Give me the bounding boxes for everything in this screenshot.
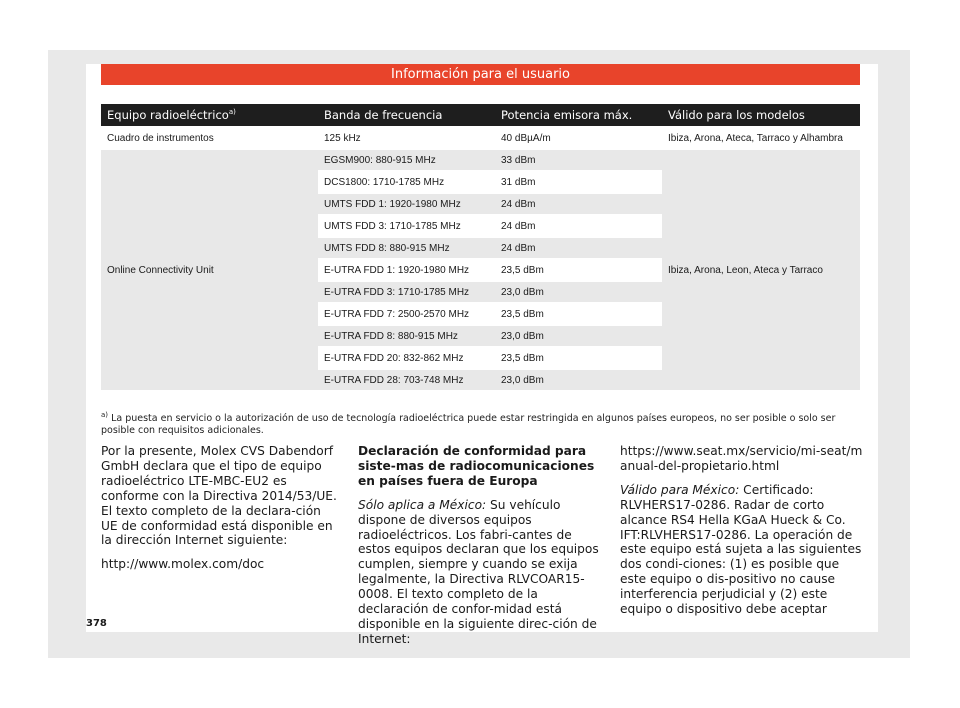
text-column-3: [620, 444, 868, 626]
cell-power: 23,0 dBm: [495, 370, 662, 390]
cell-power: 24 dBm: [495, 194, 662, 214]
text-column-2: [358, 444, 602, 656]
cell-band: E-UTRA FDD 7: 2500-2570 MHz: [318, 304, 495, 324]
italic-label: Válido para México:: [620, 482, 740, 497]
footnote-mark: a): [228, 108, 236, 117]
radio-equipment-table: [101, 102, 860, 392]
link-text: http://www.molex.com/doc: [101, 557, 265, 572]
footnote-text: La puesta en servicio o la autorización de uso de tecnología radioeléctrica puede estar restringida en algunos países europeos, no ser posible o solo ser posible con requisitos adicionales.: [101, 413, 836, 437]
cell-power: 23,5 dBm: [495, 348, 662, 368]
page-number: 378: [86, 618, 107, 629]
link-text: https://www.seat.mx/servicio/mi-seat/manual-del-propietario.html: [620, 444, 863, 473]
cell-band: DCS1800: 1710-1785 MHz: [318, 172, 495, 192]
cell-band: E-UTRA FDD 20: 832-862 MHz: [318, 348, 495, 368]
cell-power: 23,5 dBm: [495, 304, 662, 324]
paragraph: Sólo aplica a México: Su vehículo dispone de diversos equipos radioeléctricos. Los fabri-cantes de estos equipos declaran que los equipos cumplen, siempre y cuando se exija legalmente, la Directiva RLVCOAR15-0008. El texto completo de la declaración de confor-midad está disponible en la siguiente direc-ción de Internet:: [358, 497, 599, 646]
paragraph: Por la presente, Molex CVS Dabendorf GmbH declara que el tipo de equipo radioeléctrico LTE-MBC-EU2 es conforme con la Directiva 2014/53/UE. El texto completo de la declara-ción UE de conformidad está disponible en la dirección Internet siguiente:: [101, 444, 337, 548]
header-equipment: Equipo radioeléctrico$^{a)}$: [101, 104, 318, 126]
cell-power: 24 dBm: [495, 216, 662, 236]
cell-band: E-UTRA FDD 8: 880-915 MHz: [318, 326, 495, 346]
cell-power: 23,0 dBm: [495, 282, 662, 302]
cell-power: 31 dBm: [495, 172, 662, 192]
italic-label: Sólo aplica a México:: [358, 497, 487, 512]
cell-band: 125 kHz: [318, 128, 495, 148]
cell-band: E-UTRA FDD 28: 703-748 MHz: [318, 370, 495, 390]
footnote: [101, 409, 861, 437]
cell-power: 33 dBm: [495, 150, 662, 170]
table-row: [101, 128, 860, 148]
section-heading: Declaración de conformidad para siste-mas de radiocomunicaciones en países fuera de Europa: [358, 444, 595, 488]
cell-band: UMTS FDD 1: 1920-1980 MHz: [318, 194, 495, 214]
cell-band: UMTS FDD 8: 880-915 MHz: [318, 238, 495, 258]
footnote-mark: a): [101, 411, 109, 419]
header-band: Banda de frecuencia: [318, 104, 495, 126]
cell-band: EGSM900: 880-915 MHz: [318, 150, 495, 170]
cell-power: 24 dBm: [495, 238, 662, 258]
text-column-1: [101, 444, 341, 581]
cell-power: 23,5 dBm: [495, 260, 662, 280]
table-row: [101, 150, 860, 170]
cell-models: Ibiza, Arona, Ateca, Tarraco y Alhambra: [662, 128, 860, 148]
cell-models: Ibiza, Arona, Leon, Ateca y Tarraco: [662, 150, 860, 390]
section-title: Información para el usuario: [101, 64, 860, 85]
cell-band: E-UTRA FDD 1: 1920-1980 MHz: [318, 260, 495, 280]
table-header-row: [101, 104, 860, 126]
header-power: Potencia emisora máx.: [495, 104, 662, 126]
cell-band: UMTS FDD 3: 1710-1785 MHz: [318, 216, 495, 236]
cell-power: 23,0 dBm: [495, 326, 662, 346]
header-models: Válido para los modelos: [662, 104, 860, 126]
cell-equipment: Online Connectivity Unit: [101, 150, 318, 390]
cell-power: 40 dBµA/m: [495, 128, 662, 148]
paragraph: Válido para México: Certificado: RLVHERS17-0286. Radar de corto alcance RS4 Hella KGaA Hueck & Co. IFT:RLVHERS17-0286. La operación de este equipo está sujeta a las siguientes dos condi-ciones: (1) es posible que este equipo o dis-positivo no cause interferencia perjudicial y (2) este equipo o dispositivo debe aceptar: [620, 482, 862, 617]
cell-equipment: Cuadro de instrumentos: [101, 128, 318, 148]
cell-band: E-UTRA FDD 3: 1710-1785 MHz: [318, 282, 495, 302]
